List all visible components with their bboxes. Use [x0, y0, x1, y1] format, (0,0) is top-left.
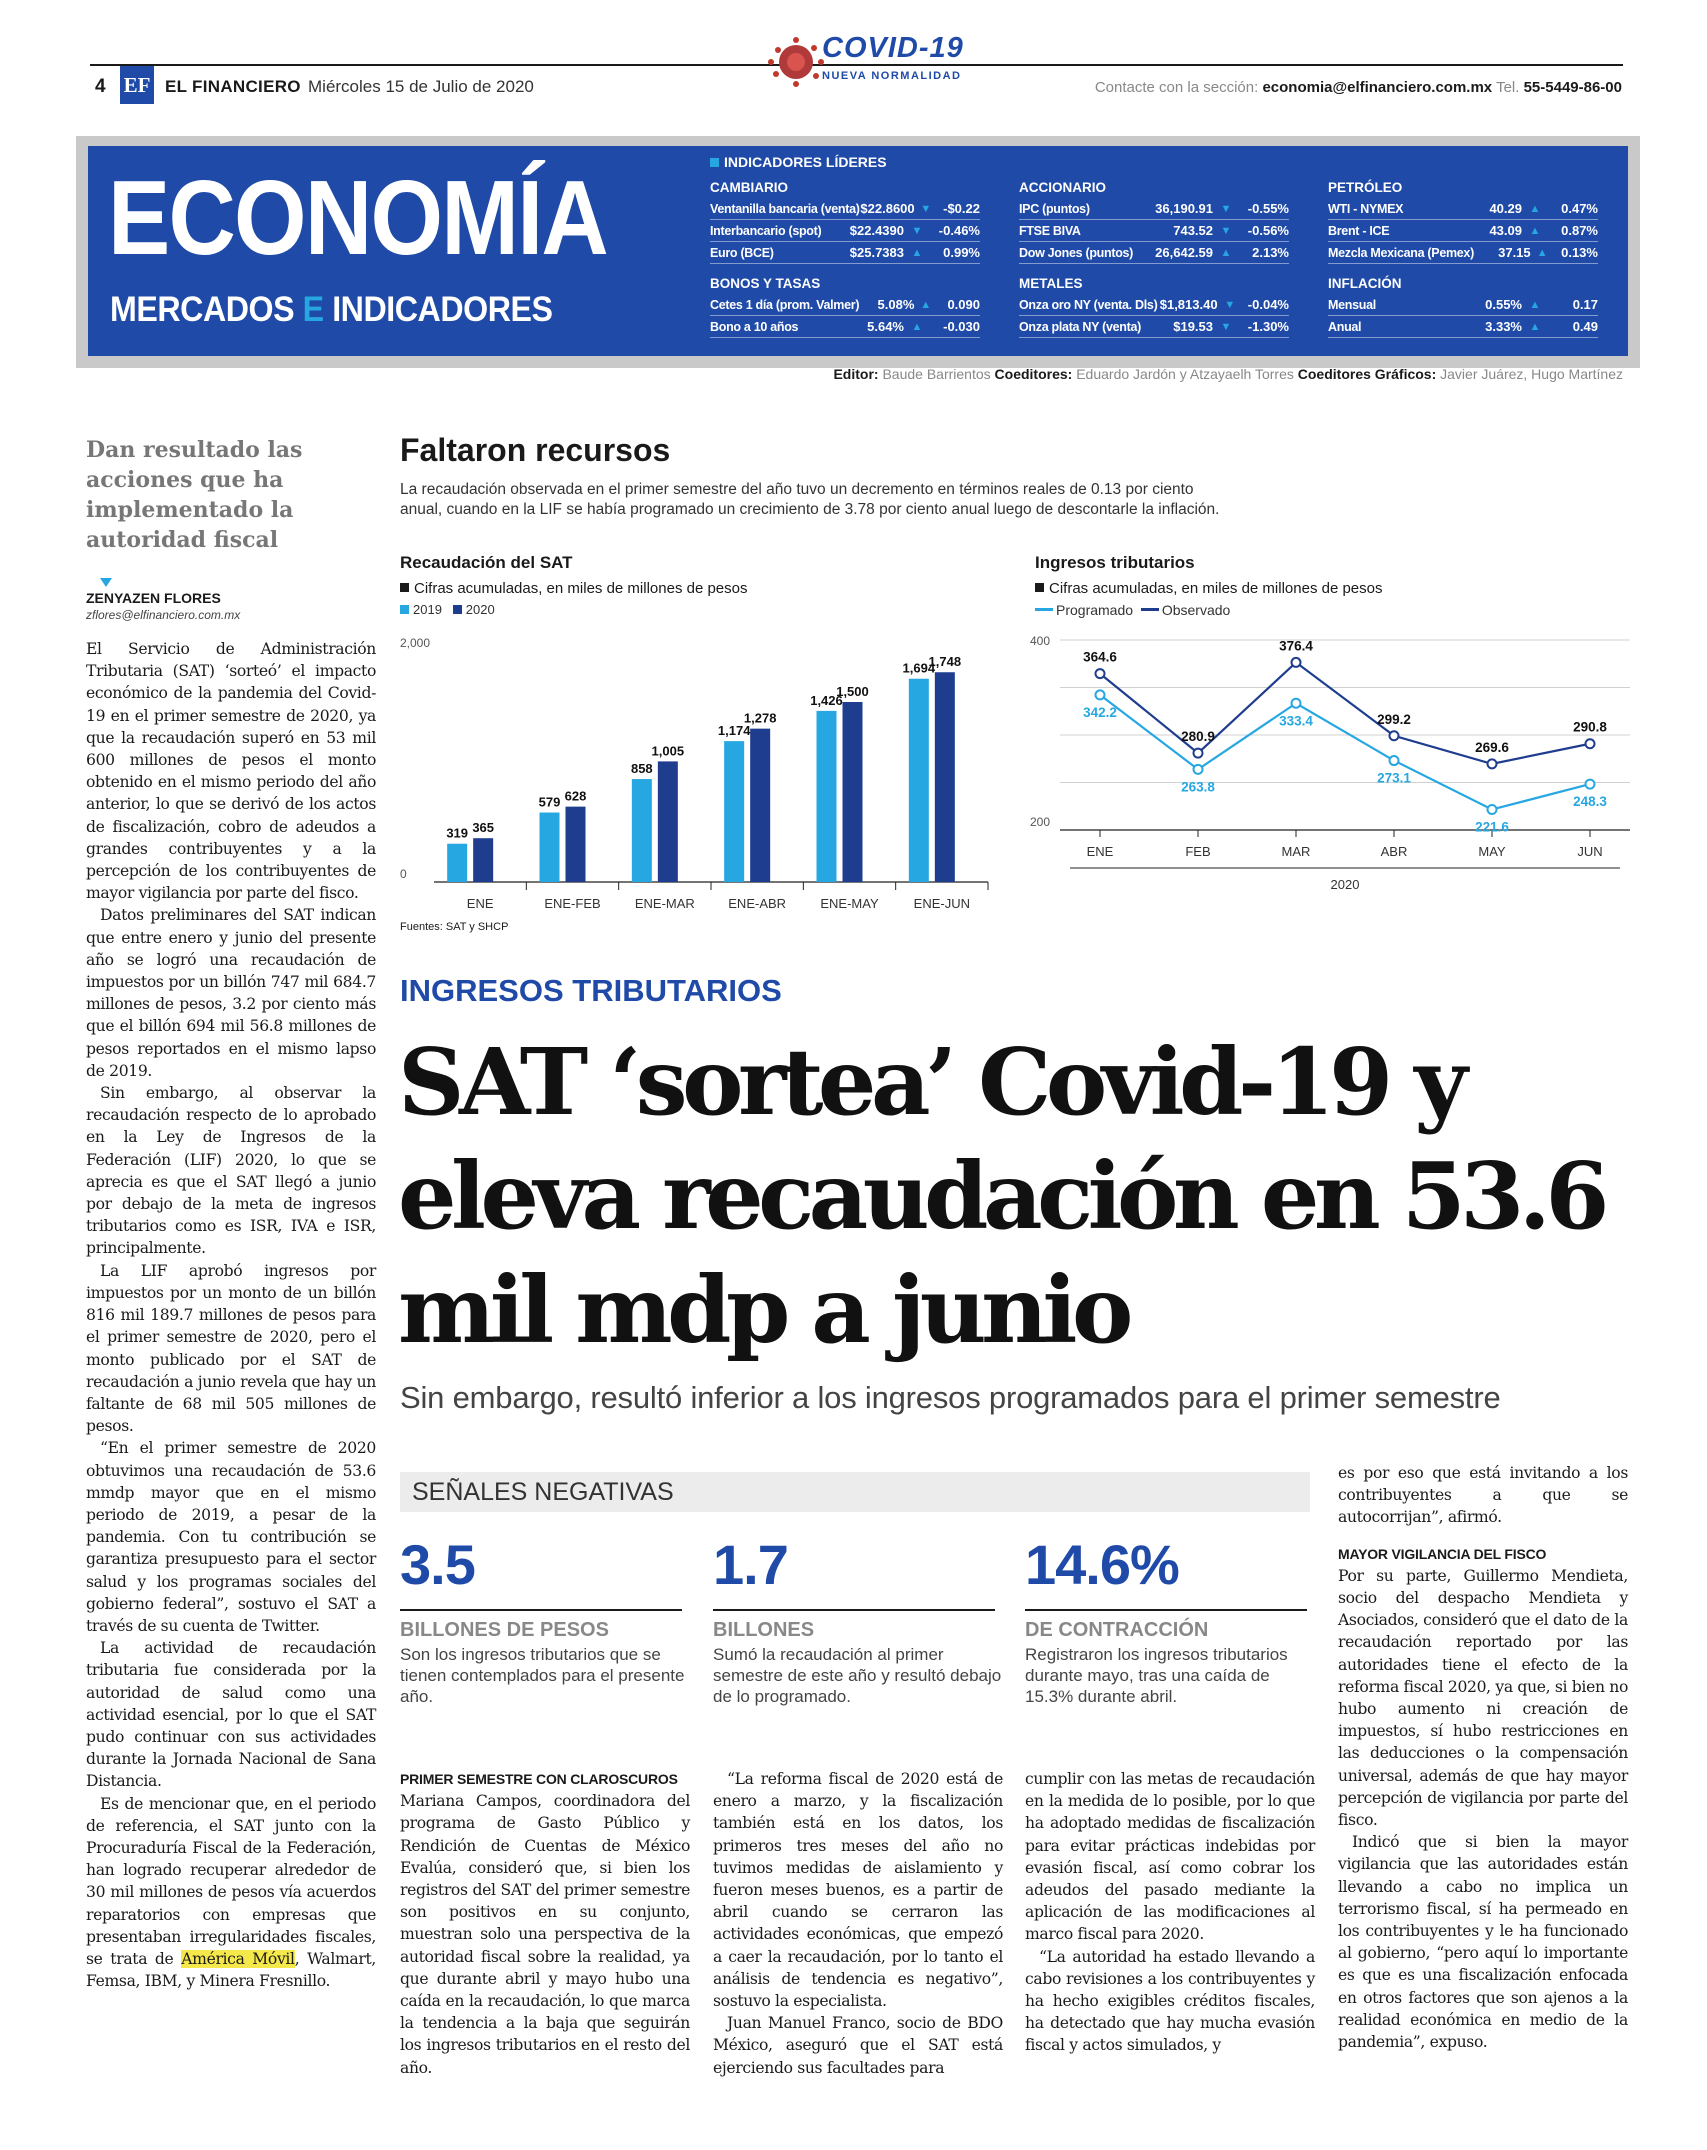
indicator-row — [1019, 198, 1289, 220]
x-group-label: 2020 — [1330, 877, 1360, 892]
signal-item — [713, 1532, 1003, 1707]
signal-item — [400, 1532, 690, 1707]
legend-line-programado — [1035, 608, 1053, 611]
paragraph: cumplir con las metas de recaudación en la medida de lo posible, por lo que ha adoptado medidas de fiscalización para evitar prácticas indebidas por evasión fiscal, así como cobrar los adeudos del pasado mediante la aplicación de las modificaciones al marco fiscal para 2020. — [1025, 1770, 1315, 1944]
paper-date: Miércoles 15 de Julio de 2020 — [308, 77, 534, 96]
indicator-change: -1.30% — [1247, 319, 1289, 334]
signal-value: 3.5 — [400, 1533, 475, 1596]
legend-label-2019: 2019 — [413, 602, 442, 617]
indicators-title: INDICADORES LÍDERES — [710, 154, 887, 170]
indicator-change: 0.13% — [1561, 245, 1598, 260]
indicator-group-title: CAMBIARIO — [710, 180, 788, 195]
data-point-Observado — [1390, 731, 1399, 740]
arrow-down-icon: ▼ — [1220, 320, 1232, 333]
data-label-Programado: 333.4 — [1279, 713, 1313, 729]
data-label-Programado: 273.1 — [1377, 770, 1411, 786]
data-label-Observado: 269.6 — [1475, 739, 1509, 755]
data-point-Observado — [1096, 669, 1105, 678]
section-contact: Contacte con la sección: economia@elfinanciero.com.mx Tel. 55-5449-86-00 — [1094, 79, 1622, 96]
bar-2020 — [473, 838, 493, 882]
signal-item — [1025, 1532, 1315, 1707]
indicators-column — [1328, 178, 1598, 338]
arrow-up-icon: ▲ — [1536, 246, 1548, 259]
indicator-value: $1,813.40 — [1159, 297, 1218, 312]
chart2-title: Ingresos tributarios — [1035, 553, 1195, 572]
data-point-Programado — [1488, 805, 1497, 814]
x-tick-label: ENE-FEB — [544, 896, 601, 911]
square-bullet-icon — [400, 583, 409, 592]
indicator-change: 2.13% — [1252, 245, 1289, 260]
data-point-Observado — [1194, 749, 1203, 758]
indicator-change: -0.04% — [1247, 297, 1289, 312]
contact-phone: 55-5449-86-00 — [1523, 79, 1622, 96]
paragraph: Es de mencionar que, en el periodo de referencia, el SAT junto con la Procuraduría Fiscal de la Federación, han logrado recuperar alrededor de 30 mil millones de pesos vía acuerdos reparatorios con empresas que presentaban irregularidades fiscales, se trata de América Móvil, Walmart, Femsa, IBM, y Minera Fresnillo. — [86, 1794, 376, 1991]
indicator-change: 0.87% — [1561, 223, 1598, 238]
data-label-Observado: 364.6 — [1083, 649, 1117, 665]
indicator-row — [1328, 220, 1598, 242]
x-tick-label: ENE-MAY — [820, 896, 879, 911]
indicator-value: 5.08% — [877, 297, 915, 312]
indicator-row — [710, 294, 980, 316]
signal-value: 14.6% — [1025, 1533, 1179, 1596]
arrow-down-icon: ▼ — [1220, 202, 1232, 215]
bar-value-label: 1,278 — [743, 710, 777, 726]
legend-label-programado: Programado — [1056, 602, 1134, 618]
indicator-value: $22.8600 — [860, 201, 915, 216]
indicator-change: 0.090 — [947, 297, 980, 312]
legend-label-2020: 2020 — [465, 602, 495, 617]
indicator-name: Ventanilla bancaria (venta) — [710, 201, 860, 216]
indicator-value: 0.55% — [1485, 297, 1522, 312]
graphic-description: La recaudación observada en el primer semestre del año tuvo un decremento en términos reales de 0.13 por ciento anual, cuando en la LIF se había programado un crecimiento de 3.78 por ciento anual luego de descontarle la inflación. — [400, 481, 1220, 518]
indicator-group-title: METALES — [1019, 276, 1083, 291]
legend-line-observado — [1141, 608, 1159, 611]
indicators-column — [1019, 178, 1289, 338]
arrow-down-icon: ▼ — [1220, 224, 1232, 237]
contact-email[interactable]: economia@elfinanciero.com.mx — [1262, 79, 1493, 96]
data-point-Programado — [1292, 699, 1301, 708]
paragraph: Datos preliminares del SAT indican que entre enero y junio del presente año se logró una recaudación de impuestos por un billón 747 mil 684.7 millones de pesos, 3.2 por ciento más que el billón 694 mil 56.8 millones de pesos reportados en el mismo lapso de 2019. — [86, 906, 376, 1080]
indicator-value: 36,190.91 — [1155, 201, 1213, 216]
credits: Editor: Baude Barrientos Coeditores: Eduardo Jardón y Atzayaelh Torres Coeditores Gráficos: Javier Juárez, Hugo Martínez — [833, 366, 1623, 382]
y-tick-label: 200 — [1030, 815, 1051, 829]
indicator-value: 37.15 — [1498, 245, 1531, 260]
data-point-Programado — [1390, 756, 1399, 765]
indicator-change: 0.17 — [1572, 297, 1598, 312]
article-deck: Dan resultado las acciones que ha implementado la autoridad fiscal — [86, 437, 303, 554]
x-tick-label: ENE-MAR — [634, 896, 695, 911]
indicator-name: FTSE BIVA — [1019, 223, 1081, 238]
arrow-down-icon: ▼ — [920, 202, 932, 215]
indicator-row — [1328, 198, 1598, 220]
arrow-up-icon: ▲ — [911, 320, 923, 333]
bar-value-label: 579 — [538, 794, 561, 810]
data-label-Observado: 376.4 — [1279, 638, 1313, 654]
paragraph: Por su parte, Guillermo Mendieta, socio del despacho Mendieta y Asociados, consideró que el dato de la recaudación reportado por las autoridades tiene el efecto de la reforma fiscal 2020, ya que, si bien no hubo aumento ni creación de impuestos, sí hubo restricciones en las deducciones o la compensación universal, además de que hay mayor percepción de vigilancia por parte del fisco. — [1338, 1566, 1628, 1830]
data-point-Observado — [1586, 739, 1595, 748]
covid-title: COVID-19 — [822, 32, 964, 64]
bar-2020 — [658, 761, 678, 882]
indicator-name: Euro (BCE) — [710, 245, 774, 260]
indicator-name: Cetes 1 día (prom. Valmer) — [710, 297, 860, 312]
byline: ZENYAZEN FLORES — [86, 590, 221, 606]
legend-label-observado: Observado — [1161, 602, 1231, 618]
chart2-subtitle: Cifras acumuladas, en miles de millones de pesos — [1035, 580, 1383, 597]
indicator-row — [710, 220, 980, 242]
indicator-change: -0.55% — [1247, 201, 1289, 216]
y-tick-label: 2,000 — [400, 636, 431, 650]
kicker: INGRESOS TRIBUTARIOS — [400, 973, 782, 1008]
indicator-value: 43.09 — [1489, 223, 1522, 238]
paragraph: Indicó que si bien la mayor vigilancia que las autoridades están llevando a cabo no implica un terrorismo fiscal, sí ha permeado en los contribuyentes y le ha funcionado al gobierno, “pero aquí lo importante es que es una fiscalización enfocada en otros factores que son ajenos a la realidad económica en medio de la pandemia”, expuso. — [1338, 1833, 1628, 2052]
chart1-subtitle: Cifras acumuladas, en miles de millones de pesos — [400, 580, 748, 597]
bar-2019 — [632, 779, 652, 882]
indicator-row — [1019, 220, 1289, 242]
indicator-row — [1328, 294, 1598, 316]
arrow-up-icon: ▲ — [1529, 320, 1541, 333]
bar-2020 — [843, 702, 863, 882]
indicator-name: WTI - NYMEX — [1328, 201, 1404, 216]
x-tick-label: MAY — [1478, 844, 1506, 859]
indicator-change: -0.030 — [943, 319, 980, 334]
data-label-Programado: 342.2 — [1083, 704, 1117, 720]
indicator-value: 5.64% — [867, 319, 904, 334]
paragraph: El Servicio de Administración Tributaria (SAT) ‘sorteó’ el impacto económico de la pandemia del Covid-19 en el primer semestre de 2020, ya que la recaudación superó en 53 mil 600 millones de pesos el monto obtenido en el mismo periodo del año anterior, lo que se derivó de los actos de fiscalización, cobro de adeudos a grandes contribuyentes y a la percepción de los contribuyentes de mayor vigilancia por parte del fisco. — [86, 640, 376, 903]
paragraph: Juan Manuel Franco, socio de BDO México, aseguró que el SAT está ejerciendo sus facultades para — [713, 2014, 1003, 2077]
paragraph: “En el primer semestre de 2020 obtuvimos una recaudación de 53.6 mmdp mayor que en el mismo periodo de 2019, a pesar de la pandemia. Con tu contribución se garantiza presupuesto para el sector salud y los programas sociales del gobierno federal”, sostuvo el SAT a través de su cuenta de Twitter. — [86, 1439, 376, 1635]
bar-2019 — [909, 679, 929, 882]
indicator-name: Brent - ICE — [1328, 223, 1390, 238]
x-tick-label: FEB — [1185, 844, 1211, 859]
square-bullet-icon — [1035, 583, 1044, 592]
bar-value-label: 319 — [446, 825, 469, 841]
paragraph: Sin embargo, al observar la recaudación respecto de lo aprobado en la Ley de Ingresos de la Federación (LIF) 2020, lo que se aprecia es que el SAT llegó a junio por debajo de la meta de ingresos tributarios como es ISR, IVA e ISR, principalmente. — [86, 1084, 376, 1258]
indicator-row — [1019, 316, 1289, 338]
indicator-value: 40.29 — [1489, 201, 1522, 216]
graphic-source: Fuentes: SAT y SHCP — [400, 921, 509, 933]
bar-value-label: 365 — [472, 820, 495, 836]
data-point-Observado — [1488, 759, 1497, 768]
bar-2020 — [566, 807, 586, 882]
indicators-column — [710, 178, 980, 338]
indicator-value: $25.7383 — [849, 245, 904, 260]
article-body-left — [86, 638, 376, 1992]
data-point-Observado — [1292, 658, 1301, 667]
bar-2019 — [724, 741, 744, 882]
indicator-group-title: INFLACIÓN — [1328, 276, 1402, 291]
x-tick-label: ENE-JUN — [913, 896, 971, 911]
signal-unit: BILLONES — [713, 1619, 815, 1641]
indicator-value: $19.53 — [1173, 319, 1213, 334]
bar-chart-recaudacion — [398, 630, 998, 920]
indicator-name: Interbancario (spot) — [710, 223, 822, 238]
bar-2019 — [447, 844, 467, 882]
paragraph: La LIF aprobó ingresos por impuestos por un monto de un billón 816 mil 189.7 millones de pesos para el primer semestre de 2020, pero el monto publicado por el SAT de recaudación a junio revela que hay un faltante de 68 mil 505 millones de pesos. — [86, 1261, 376, 1436]
bar-value-label: 1,174 — [717, 723, 751, 739]
legend-swatch-2019 — [400, 605, 409, 614]
indicator-name: Anual — [1328, 319, 1362, 334]
indicator-change: -0.46% — [938, 223, 980, 238]
indicator-name: IPC (puntos) — [1019, 201, 1090, 216]
indicator-name: Dow Jones (puntos) — [1019, 245, 1134, 260]
signal-description: Son los ingresos tributarios que se tienen contemplados para el presente año. — [400, 1645, 685, 1706]
arrow-down-icon: ▼ — [1224, 298, 1236, 311]
x-tick-label: ENE — [1086, 844, 1114, 859]
indicator-row — [710, 316, 980, 338]
signal-unit: DE CONTRACCIÓN — [1025, 1619, 1209, 1641]
indicator-row — [710, 198, 980, 220]
arrow-up-icon: ▲ — [911, 246, 923, 259]
section-title: ECONOMÍA — [108, 159, 607, 277]
paragraph: “La autoridad ha estado llevando a cabo revisiones a los contribuyentes y ha hecho exigibles créditos fiscales, ha detectado que hay mucha evasión fiscal y actos simulados, y — [1025, 1947, 1315, 2055]
data-label-Observado: 290.8 — [1573, 719, 1607, 735]
bar-2019 — [540, 813, 560, 882]
indicator-name: Mensual — [1328, 297, 1376, 312]
chart1-legend — [400, 602, 495, 617]
data-label-Programado: 248.3 — [1573, 794, 1607, 810]
headline: SAT ‘sortea’ Covid-19 y eleva recaudación en 53.6 mil mdp a junio — [398, 1028, 1604, 1364]
indicator-row — [1328, 316, 1598, 338]
indicator-row — [1328, 242, 1598, 264]
indicator-value: 743.52 — [1173, 223, 1213, 238]
signal-unit: BILLONES DE PESOS — [400, 1619, 609, 1641]
indicator-change: 0.47% — [1561, 201, 1598, 216]
data-label-Observado: 299.2 — [1377, 711, 1411, 727]
x-tick-label: MAR — [1281, 844, 1311, 859]
arrow-up-icon: ▲ — [1220, 246, 1232, 259]
indicator-value: $22.4390 — [849, 223, 904, 238]
x-tick-label: JUN — [1577, 844, 1603, 859]
bar-value-label: 1,694 — [902, 660, 936, 676]
graphic-title: Faltaron recursos — [400, 432, 671, 468]
indicator-row — [710, 242, 980, 264]
bar-2019 — [817, 711, 837, 882]
indicator-change: -0.56% — [1247, 223, 1289, 238]
data-point-Programado — [1194, 765, 1203, 774]
page-number: 4 — [95, 76, 106, 97]
article-body-col4 — [1025, 1768, 1315, 2057]
bar-value-label: 858 — [630, 761, 653, 777]
paragraph: Mariana Campos, coordinadora del programa de Gasto Público y Rendición de Cuentas de México Evalúa, consideró que, si bien los registros del SAT del primer semestre son positivos en su conjunto, muestran solo una perspectiva de la autoridad fiscal sobre la realidad, ya que durante abril y mayo hubo una caída en la recaudación, lo que marca la tendencia a la baja que seguirán los ingresos tributarios en el resto del año. — [400, 1792, 690, 2077]
bar-value-label: 628 — [564, 788, 587, 804]
chart2-legend — [1035, 602, 1230, 618]
signal-description: Registraron los ingresos tributarios durante mayo, tras una caída de 15.3% durante abril. — [1025, 1645, 1288, 1706]
section-subtitle: MERCADOS E INDICADORES — [110, 290, 553, 329]
highlighted-text: América Móvil — [181, 1949, 295, 1968]
paragraph: es por eso que está invitando a los contribuyentes a que se autocorrijan”, afirmó. — [1338, 1464, 1628, 1527]
bar-2020 — [935, 672, 955, 882]
bar-2020 — [750, 729, 770, 882]
indicator-value: 3.33% — [1485, 319, 1522, 334]
paragraph: La actividad de recaudación tributaria fue considerada por la autoridad de salud como una actividad esencial, por lo que el SAT pudo continuar con sus actividades durante la Jornada Nacional de Sana Distancia. — [86, 1639, 376, 1791]
indicator-row — [1019, 294, 1289, 316]
paragraph: “La reforma fiscal de 2020 está de enero a marzo, y la fiscalización también está en los datos, los primeros tres meses del año no tuvimos medidas de aislamiento y fueron meses buenos, es a partir de abril cuando se cerraron las actividades económicas, que empezó a caer la recaudación, por lo tanto el análisis de tendencia es negativo”, sostuvo la especialista. — [713, 1770, 1003, 2011]
indicator-name: Onza plata NY (venta) — [1019, 319, 1141, 334]
indicator-value: 26,642.59 — [1155, 245, 1213, 260]
y-tick-label: 0 — [400, 867, 407, 881]
signal-description: Sumó la recaudación al primer semestre de este año y resultó debajo de lo programado. — [713, 1645, 1002, 1706]
bar-value-label: 1,748 — [928, 654, 962, 670]
indicator-group-title: PETRÓLEO — [1328, 180, 1403, 195]
bar-value-label: 1,500 — [836, 684, 869, 699]
data-label-Observado: 280.9 — [1181, 729, 1215, 745]
paper-name: EL FINANCIERO — [165, 77, 301, 96]
x-tick-label: ENE-ABR — [728, 896, 787, 911]
arrow-up-icon: ▲ — [1529, 224, 1541, 237]
signal-value: 1.7 — [713, 1533, 788, 1596]
byline-email[interactable]: zflores@elfinanciero.com.mx — [86, 608, 241, 622]
covid-subtitle: NUEVA NORMALIDAD — [822, 70, 962, 82]
headline-dek: Sin embargo, resultó inferior a los ingresos programados para el primer semestre — [400, 1380, 1501, 1415]
series-line-Programado — [1100, 695, 1590, 810]
subhead: MAYOR VIGILANCIA DEL FISCO — [1338, 1545, 1547, 1562]
indicator-name: Onza oro NY (venta. Dls) — [1019, 297, 1158, 312]
arrow-up-icon: ▲ — [920, 298, 932, 311]
line-chart-ingresos — [1030, 628, 1630, 918]
subhead: PRIMER SEMESTRE CON CLAROSCUROS — [400, 1771, 678, 1787]
indicator-change: 0.49 — [1572, 319, 1598, 334]
indicator-group-title: BONOS Y TASAS — [710, 276, 821, 291]
x-tick-label: ENE — [466, 896, 494, 911]
indicator-group-title: ACCIONARIO — [1019, 180, 1106, 195]
arrow-up-icon: ▲ — [1529, 202, 1541, 215]
ef-logo: EF — [120, 66, 154, 104]
bar-value-label: 1,005 — [651, 743, 685, 759]
data-point-Programado — [1586, 780, 1595, 789]
indicator-change: 0.99% — [943, 245, 980, 260]
series-line-Observado — [1100, 662, 1590, 763]
data-label-Programado: 221.6 — [1475, 819, 1509, 835]
article-body-col5 — [1338, 1462, 1628, 2053]
legend-swatch-2020 — [453, 605, 462, 614]
chart1-title: Recaudación del SAT — [400, 553, 573, 572]
data-point-Programado — [1096, 690, 1105, 699]
indicator-name: Mezcla Mexicana (Pemex) — [1328, 245, 1474, 260]
signals-title: SEÑALES NEGATIVAS — [412, 1478, 674, 1506]
y-tick-label: 400 — [1030, 634, 1051, 648]
article-body-col2 — [400, 1768, 690, 2079]
data-label-Programado: 263.8 — [1181, 779, 1215, 795]
arrow-up-icon: ▲ — [1529, 298, 1541, 311]
indicator-name: Bono a 10 años — [710, 319, 799, 334]
byline-marker-icon — [100, 578, 112, 587]
arrow-down-icon: ▼ — [911, 224, 923, 237]
article-body-col3 — [713, 1768, 1003, 2079]
x-tick-label: ABR — [1380, 844, 1408, 859]
indicator-row — [1019, 242, 1289, 264]
bar-value-label: 1,426 — [810, 692, 843, 708]
indicator-change: -$0.22 — [943, 201, 980, 216]
